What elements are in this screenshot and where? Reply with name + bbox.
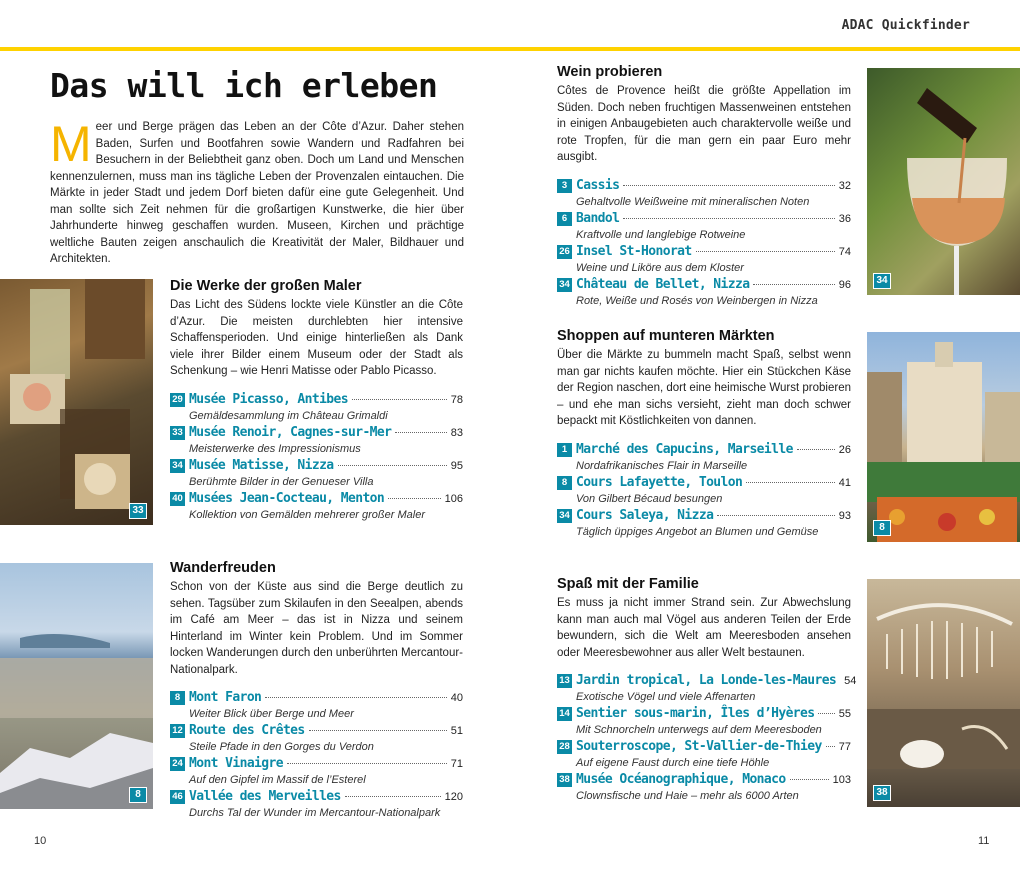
entry-place[interactable]: Bandol xyxy=(576,210,620,226)
section-text: Schon von der Küste aus sind die Berge deutlich zu sehen. Tagsüber zum Skilaufen in den Seealpen, abends im Café am Meer – das ist in Nizza und seinem Hinterland im Winter kein Problem. Und im Sommer locken Wanderungen durch den unberührten Mercantour-Nationalpark. xyxy=(170,581,464,676)
leader-dots xyxy=(797,449,835,450)
page-number-left: 10 xyxy=(34,835,47,847)
entry-page: 78 xyxy=(450,393,463,406)
dropcap: M xyxy=(50,116,92,172)
entry-number: 34 xyxy=(557,278,572,292)
list-item xyxy=(557,442,851,475)
entry-place[interactable]: Musée Renoir, Cagnes-sur-Mer xyxy=(189,424,392,440)
leader-dots xyxy=(623,218,834,219)
list-item xyxy=(557,673,857,706)
entry-place[interactable]: Mont Faron xyxy=(189,690,262,705)
list-item xyxy=(170,392,463,425)
list-item xyxy=(557,739,851,772)
entry-list xyxy=(170,690,463,822)
entry-place[interactable]: Musées Jean-Cocteau, Menton xyxy=(189,490,385,506)
entry-place[interactable]: Marché des Capucins, Marseille xyxy=(576,441,793,457)
entry-page: 41 xyxy=(838,476,851,489)
leader-dots xyxy=(309,730,447,731)
entry-number: 12 xyxy=(170,724,185,738)
leader-dots xyxy=(826,746,835,747)
entry-page: 36 xyxy=(838,212,851,225)
section-text: Über die Märkte zu bummeln macht Spaß, selbst wenn man gar nichts kaufen möchte. Hier ein Stückchen Käse der Region naschen, dort eine heimische Wurst probieren – und ehe man sichs versieht, zieht man doch schwer bepackt mit Köstlichkeiten von dannen. xyxy=(557,349,851,427)
entry-place[interactable]: Cassis xyxy=(576,177,620,193)
entry-number: 3 xyxy=(557,179,572,193)
leader-dots xyxy=(623,185,834,186)
entry-desc: Auf eigene Faust durch eine tiefe Höhle xyxy=(576,757,770,769)
entry-page: 54 xyxy=(844,675,857,687)
entry-desc: Kollektion von Gemälden mehrerer großer Maler xyxy=(189,508,425,521)
entry-desc: Täglich üppiges Angebot an Blumen und Gemüse xyxy=(576,525,819,538)
entry-number: 8 xyxy=(170,691,185,705)
entry-page: 40 xyxy=(450,692,463,704)
section-familie xyxy=(557,576,857,805)
section-text: Côtes de Provence heißt die größte Appellation im Süden. Doch neben fruchtigen Massenweinen entstehen in einigen Anbaugebieten auch charaktervolle weiße und rote Tropfen, für die man gern ein paar Euro mehr ausgibt. xyxy=(557,85,851,163)
section-title: Shoppen auf munteren Märkten xyxy=(557,328,775,344)
leader-dots xyxy=(753,284,834,285)
leader-dots xyxy=(388,498,441,499)
entry-page: 103 xyxy=(832,774,851,786)
entry-place[interactable]: Jardin tropical, La Londe-les-Maures xyxy=(576,673,837,688)
entry-page: 51 xyxy=(450,725,463,737)
entry-desc: Weiter Blick über Berge und Meer xyxy=(189,708,354,720)
entry-page: 106 xyxy=(444,492,463,505)
photo-badge: 34 xyxy=(873,273,891,289)
leader-dots xyxy=(818,713,834,714)
entry-desc: Von Gilbert Bécaud besungen xyxy=(576,492,723,505)
entry-desc: Kraftvolle und langlebige Rotweine xyxy=(576,228,746,241)
list-item xyxy=(557,178,851,211)
entry-place[interactable]: Château de Bellet, Nizza xyxy=(576,276,750,292)
entry-number: 34 xyxy=(557,509,572,523)
section-title: Wein probieren xyxy=(557,64,663,80)
section-title: Die Werke der großen Maler xyxy=(170,278,362,294)
entry-desc: Steile Pfade in den Gorges du Verdon xyxy=(189,741,374,753)
entry-place[interactable]: Cours Lafayette, Toulon xyxy=(576,474,743,490)
entry-number: 38 xyxy=(557,773,572,787)
entry-number: 26 xyxy=(557,245,572,259)
entry-place[interactable]: Souterroscope, St-Vallier-de-Thiey xyxy=(576,739,822,754)
page-header xyxy=(0,0,1020,52)
page-number-right: 11 xyxy=(978,835,990,847)
entry-desc: Berühmte Bilder in der Genueser Villa xyxy=(189,475,374,488)
entry-number: 14 xyxy=(557,707,572,721)
entry-page: 26 xyxy=(838,443,851,456)
entry-place[interactable]: Musée Picasso, Antibes xyxy=(189,391,348,407)
entry-desc: Meisterwerke des Impressionismus xyxy=(189,442,361,455)
list-item xyxy=(170,723,463,756)
section-text: Es muss ja nicht immer Strand sein. Zur Abwechslung kann man auch mal Vögel aus anderen Teilen der Erde bewundern, sich die Welt am Meeresboden ansehen oder Meeresbewohner aus aller Welt bestaunen. xyxy=(557,597,851,659)
entry-number: 13 xyxy=(557,674,572,688)
header-rule xyxy=(0,47,1020,51)
leader-dots xyxy=(345,796,441,797)
entry-place[interactable]: Vallée des Merveilles xyxy=(189,789,341,804)
leader-dots xyxy=(746,482,835,483)
intro-paragraph xyxy=(50,116,464,268)
section-wandern xyxy=(170,560,463,822)
leader-dots xyxy=(352,399,447,400)
photo-painter-studio xyxy=(0,279,153,525)
list-item xyxy=(557,211,851,244)
entry-number: 34 xyxy=(170,459,185,473)
entry-list xyxy=(557,178,851,310)
intro-text: eer und Berge prägen das Leben an der Côte d’Azur. Daher stehen Baden, Surfen und Bootfahren sowie Wandern und Radfahren bei Besuchern in der Beliebtheit ganz oben. Doch um Land und Menschen kennenzulernen, muss man ins tägliche Leben der Provenzalen eintauchen. Die Märkte in jeder Stadt und jedem Dorf bieten dafür eine gute Gelegenheit. Und man sollte sich Zeit nehmen für die großartigen Kunstwerke, die hier über Jahrhunderte hinweg geschaffen wurden. Museen, Kirchen und prächtige weltliche Bauten zeigen anschaulich die Kreativität der Maler, Bildhauer und Architekten. xyxy=(50,121,464,265)
list-item xyxy=(170,756,463,789)
entry-desc: Weine und Liköre aus dem Kloster xyxy=(576,261,744,274)
entry-number: 46 xyxy=(170,790,185,804)
entry-desc: Exotische Vögel und viele Affenarten xyxy=(576,691,756,703)
header-title: ADAC Quickfinder xyxy=(841,18,970,33)
entry-desc: Auf den Gipfel im Massif de l’Esterel xyxy=(189,774,366,786)
museum-illustration xyxy=(867,579,1020,807)
leader-dots xyxy=(287,763,447,764)
entry-number: 40 xyxy=(170,492,185,506)
entry-place[interactable]: Insel St-Honorat xyxy=(576,243,692,259)
list-item xyxy=(170,789,463,822)
list-item xyxy=(557,277,851,310)
leader-dots xyxy=(717,515,834,516)
entry-number: 28 xyxy=(557,740,572,754)
section-maler xyxy=(170,278,463,524)
list-item xyxy=(170,425,463,458)
photo-badge: 8 xyxy=(129,787,147,803)
section-maerkte xyxy=(557,328,851,541)
entry-page: 93 xyxy=(838,509,851,522)
entry-number: 29 xyxy=(170,393,185,407)
entry-place[interactable]: Mont Vinaigre xyxy=(189,756,283,771)
entry-place[interactable]: Route des Crêtes xyxy=(189,723,305,738)
entry-place[interactable]: Musée Matisse, Nizza xyxy=(189,457,334,473)
list-item xyxy=(170,491,463,524)
entry-number: 8 xyxy=(557,476,572,490)
list-item xyxy=(557,244,851,277)
photo-museum-skeletons xyxy=(867,579,1020,807)
entry-number: 6 xyxy=(557,212,572,226)
photo-coast-view xyxy=(0,563,153,809)
entry-page: 77 xyxy=(838,741,851,753)
coast-illustration xyxy=(0,563,153,809)
entry-page: 96 xyxy=(838,278,851,291)
photo-badge: 38 xyxy=(873,785,891,801)
entry-page: 32 xyxy=(838,179,851,192)
entry-list xyxy=(557,673,857,805)
photo-wine-glass xyxy=(867,68,1020,295)
list-item xyxy=(557,508,851,541)
photo-market-square xyxy=(867,332,1020,542)
entry-place[interactable]: Sentier sous-marin, Îles d’Hyères xyxy=(576,706,815,721)
entry-desc: Rote, Weiße und Rosés von Weinbergen in Nizza xyxy=(576,294,818,307)
list-item xyxy=(557,475,851,508)
page-title: Das will ich erleben xyxy=(50,66,438,105)
entry-list xyxy=(170,392,463,524)
list-item xyxy=(170,690,463,723)
entry-desc: Mit Schnorcheln unterwegs auf dem Meeresboden xyxy=(576,724,822,736)
entry-page: 120 xyxy=(444,791,463,803)
wine-illustration xyxy=(867,68,1020,295)
entry-page: 71 xyxy=(450,758,463,770)
section-title: Spaß mit der Familie xyxy=(557,576,699,592)
entry-desc: Gehaltvolle Weißweine mit mineralischen Noten xyxy=(576,195,810,208)
leader-dots xyxy=(790,779,829,780)
entry-page: 74 xyxy=(838,245,851,258)
entry-number: 24 xyxy=(170,757,185,771)
list-item xyxy=(557,706,851,739)
entry-desc: Nordafrikanisches Flair in Marseille xyxy=(576,459,748,472)
entry-page: 83 xyxy=(450,426,463,439)
studio-illustration xyxy=(0,279,153,525)
section-text: Das Licht des Südens lockte viele Künstler an die Côte d’Azur. Die meisten durchlebten hier intensive Schaffensperioden. Und einige hinterließen als Dank viele ihrer Bilder einem Museum oder der Stadt als Schenkung – wie Henri Matisse oder Pablo Picasso. xyxy=(170,299,463,377)
entry-desc: Clownsfische und Haie – mehr als 6000 Arten xyxy=(576,790,799,802)
photo-badge: 33 xyxy=(129,503,147,519)
leader-dots xyxy=(395,432,446,433)
leader-dots xyxy=(338,465,447,466)
entry-page: 55 xyxy=(838,708,851,720)
entry-number: 1 xyxy=(557,443,572,457)
photo-badge: 8 xyxy=(873,520,891,536)
entry-desc: Gemäldesammlung im Château Grimaldi xyxy=(189,409,388,422)
list-item xyxy=(557,772,851,805)
entry-number: 33 xyxy=(170,426,185,440)
entry-desc: Durchs Tal der Wunder im Mercantour-Nationalpark xyxy=(189,807,441,819)
entry-place[interactable]: Cours Saleya, Nizza xyxy=(576,507,714,523)
section-wein xyxy=(557,64,851,310)
leader-dots xyxy=(696,251,835,252)
market-illustration xyxy=(867,332,1020,542)
leader-dots xyxy=(265,697,446,698)
entry-page: 95 xyxy=(450,459,463,472)
entry-list xyxy=(557,442,851,541)
section-title: Wanderfreuden xyxy=(170,560,276,576)
list-item xyxy=(170,458,463,491)
entry-place[interactable]: Musée Océanographique, Monaco xyxy=(576,772,786,787)
